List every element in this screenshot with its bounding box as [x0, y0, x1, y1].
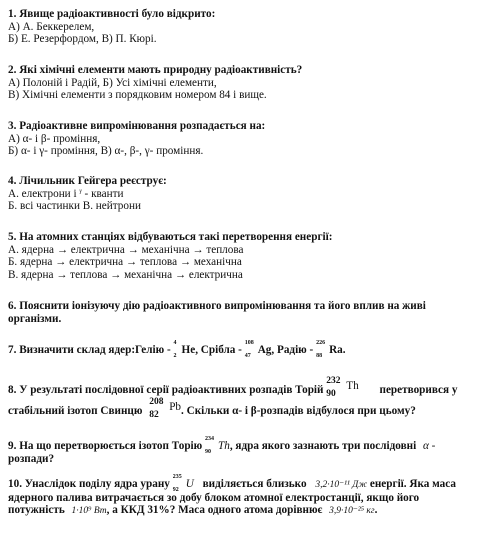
- question-1-option-a: А) А. Беккерелем,: [8, 20, 95, 33]
- question-9: [8, 436, 492, 465]
- silver-mass-number: 108: [244, 340, 254, 346]
- question-7-text: 7. Визначити склад ядер:Гелію -: [8, 344, 171, 356]
- question-4-option-a: [8, 188, 492, 201]
- uranium-mass-number: 235: [172, 474, 182, 480]
- thorium-symbol: Th: [346, 380, 359, 392]
- question-3-option-a: А) α- і β- проміння,: [8, 132, 101, 145]
- power-value: 1·10⁹ Вт: [71, 506, 107, 516]
- radium-mass-number: 226: [316, 340, 326, 346]
- question-2-title: 2. Які хімічні елементи мають природну радіоактивність?: [8, 64, 303, 76]
- thorium-atomic-number: 90: [326, 389, 336, 399]
- question-10-text-5: , а ККД 31%? Маса одного атома дорівнює: [106, 504, 323, 516]
- helium-nuclide: [173, 340, 182, 359]
- alpha-symbol: α -: [422, 440, 436, 452]
- question-5: [8, 231, 492, 281]
- thorium-234-symbol: Th: [218, 440, 230, 452]
- silver-atomic-number: 47: [244, 353, 251, 359]
- question-10-line-2: ядерного палива витрачається зо добу блоком атомної електростанції, якщо його: [8, 491, 420, 504]
- question-10-text-2: виділяється близько: [202, 478, 307, 490]
- question-7: [8, 340, 492, 359]
- uranium-atomic-number: 92: [172, 487, 179, 493]
- question-8-line-2: [8, 396, 492, 420]
- question-8-text-end: перетворився у: [379, 384, 458, 396]
- radium-nuclide: [316, 340, 329, 359]
- question-9-text: 9. На що перетворюється ізотоп Торію: [8, 440, 203, 452]
- question-8: [8, 376, 492, 420]
- question-4-title: 4. Лічильник Гейгера реєструє:: [8, 175, 167, 187]
- lead-208-nuclide: [149, 396, 169, 420]
- energy-value: 3,2·10⁻¹¹ Дж: [315, 480, 368, 490]
- question-9-line-1: [8, 436, 492, 455]
- thorium-mass-number: 232: [326, 376, 341, 386]
- question-5-option-b: Б. ядерна → електрична → теплова → механічна: [8, 256, 242, 268]
- question-3-options-bc: Б) α- і γ- проміння, В) α-, β-, γ- проміння.: [8, 145, 204, 157]
- question-10-text-end: .: [374, 504, 378, 516]
- question-10-text-3: енергії. Яка маса: [369, 478, 456, 490]
- lead-symbol: Pb: [169, 400, 182, 413]
- question-4-options-bc: Б. всі частинки В. нейтрони: [8, 200, 141, 212]
- question-2-options-ab: А) Полоній і Радій, Б) Усі хімічні елементи,: [8, 76, 217, 89]
- uranium-symbol: U: [185, 478, 194, 490]
- silver-nuclide: [244, 340, 258, 359]
- question-3-title: 3. Радіоактивне випромінювання розпадається на:: [8, 120, 266, 132]
- lead-atomic-number: 82: [149, 409, 159, 420]
- helium-atomic-number: 2: [173, 353, 177, 359]
- radium-atomic-number: 88: [316, 353, 323, 359]
- question-8-text: 8. У результаті послідовної серії радіоактивних розпадів Торій: [8, 384, 324, 396]
- question-4: [8, 175, 492, 213]
- question-10: [8, 474, 492, 518]
- atom-mass-value: 3,9·10⁻²⁵ кг: [329, 506, 375, 516]
- uranium-235-nuclide: [172, 474, 186, 493]
- thorium-234-nuclide: [205, 436, 218, 455]
- radium-symbol: Ra.: [329, 344, 346, 356]
- question-10-text: 10. Унаслідок поділу ядра урану: [8, 478, 170, 490]
- question-3: [8, 120, 492, 158]
- question-8-line-1: [8, 376, 492, 399]
- question-2-option-c: В) Хімічні елементи з порядковим номером 84 і вище.: [8, 89, 267, 101]
- helium-mass-number: 4: [173, 340, 177, 346]
- question-5-title: 5. На атомних станціях відбуваються такі перетворення енергії:: [8, 231, 333, 243]
- question-4-option-a-suffix: - кванти: [84, 187, 124, 200]
- silver-symbol: Ag, Радію -: [257, 344, 314, 356]
- thorium-232-nuclide: [326, 376, 346, 399]
- question-9-line-2: розпади?: [8, 452, 55, 465]
- question-2: [8, 64, 492, 102]
- lead-mass-number: 208: [149, 396, 164, 407]
- question-8-text-2: стабільний ізотоп Свинцю: [8, 404, 143, 417]
- question-4-option-a-text: А. електрони і: [8, 187, 77, 200]
- question-5-option-c: В. ядерна → теплова → механічна → електрична: [8, 268, 243, 281]
- question-10-line-3: [8, 504, 492, 518]
- question-5-option-a: А. ядерна → електрична → механічна → теплова: [8, 243, 244, 256]
- question-6: 6. Пояснити іонізуючу дію радіоактивного випромінювання та його вплив на живі організми.: [8, 300, 426, 325]
- gamma-symbol: γ: [79, 187, 82, 194]
- question-8-question: . Скільки α- і β-розпадів відбулося при цьому?: [181, 404, 416, 417]
- question-1: [8, 8, 492, 46]
- question-1-title: 1. Явище радіоактивності було відкрито:: [8, 8, 216, 20]
- thorium-234-mass-number: 234: [205, 436, 214, 442]
- question-10-text-4: потужність: [8, 504, 65, 516]
- question-9-text-2: , ядра якого зазнають три послідовні: [229, 440, 417, 452]
- question-1-options-bc: Б) Е. Резерфордом, В) П. Кюрі.: [8, 33, 157, 45]
- thorium-234-atomic-number: 90: [205, 449, 211, 455]
- question-10-line-1: [8, 474, 492, 493]
- helium-symbol: He, Срібла -: [181, 344, 242, 356]
